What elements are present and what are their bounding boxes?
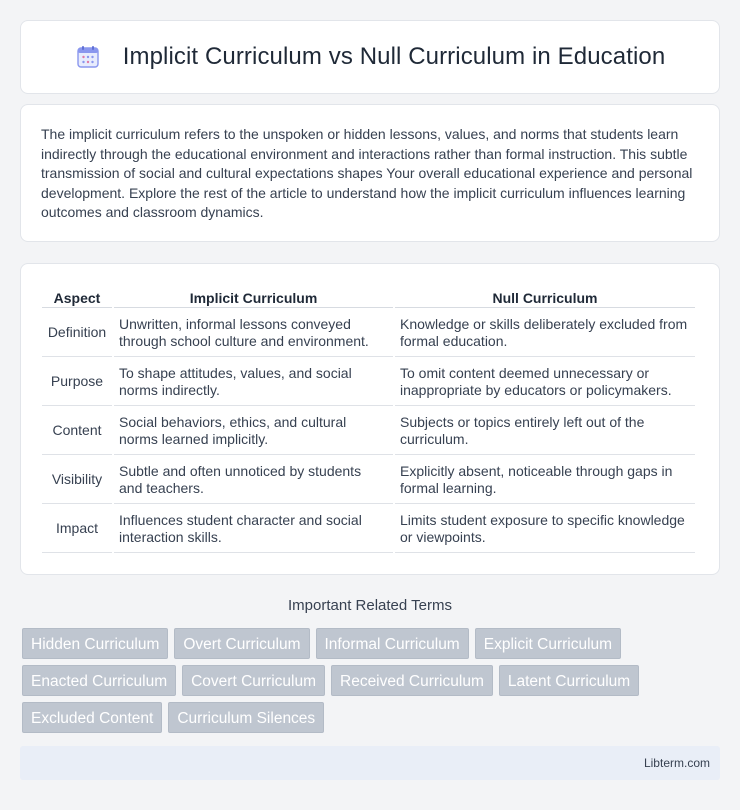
tag-row bbox=[22, 702, 722, 733]
tag-explicit-curriculum[interactable]: Explicit Curriculum bbox=[475, 628, 621, 659]
tag-informal-curriculum[interactable]: Informal Curriculum bbox=[316, 628, 469, 659]
tag-latent-curriculum[interactable]: Latent Curriculum bbox=[499, 665, 639, 696]
related-terms-title: Important Related Terms bbox=[288, 597, 452, 614]
table-row bbox=[42, 408, 695, 455]
row-aspect: Content bbox=[42, 408, 112, 455]
tag-row bbox=[22, 665, 722, 696]
tag-hidden-curriculum[interactable]: Hidden Curriculum bbox=[22, 628, 168, 659]
table-header-row bbox=[42, 286, 695, 308]
row-implicit: Social behaviors, ethics, and cultural norms learned implicitly. bbox=[114, 408, 393, 455]
tag-covert-curriculum[interactable]: Covert Curriculum bbox=[182, 665, 325, 696]
row-null: To omit content deemed unnecessary or inappropriate by educators or policymakers. bbox=[395, 359, 695, 406]
row-implicit: Influences student character and social interaction skills. bbox=[114, 506, 393, 553]
row-aspect: Definition bbox=[42, 310, 112, 357]
table-row bbox=[42, 310, 695, 357]
footer-site-link[interactable]: Libterm.com bbox=[643, 756, 710, 770]
row-null: Explicitly absent, noticeable through gaps in formal learning. bbox=[395, 457, 695, 504]
intro-text: The implicit curriculum refers to the unspoken or hidden lessons, values, and norms that students learn indirectly through the educational environment and interactions rather than formal instruction. This subtle transmission of social and cultural expectations shapes Your overall educational experience and personal development. Explore the rest of the article to understand how the implicit curriculum influences learning outcomes and classroom dynamics. bbox=[41, 126, 693, 221]
row-null: Knowledge or skills deliberately excluded from formal education. bbox=[395, 310, 695, 357]
header-card bbox=[20, 20, 720, 94]
header-null: Null Curriculum bbox=[395, 286, 695, 308]
header-implicit: Implicit Curriculum bbox=[114, 286, 393, 308]
tag-enacted-curriculum[interactable]: Enacted Curriculum bbox=[22, 665, 176, 696]
tag-curriculum-silences[interactable]: Curriculum Silences bbox=[168, 702, 324, 733]
table-row bbox=[42, 359, 695, 406]
row-null: Subjects or topics entirely left out of the curriculum. bbox=[395, 408, 695, 455]
tag-overt-curriculum[interactable]: Overt Curriculum bbox=[174, 628, 309, 659]
calendar-icon bbox=[75, 44, 101, 70]
row-implicit: Unwritten, informal lessons conveyed through school culture and environment. bbox=[114, 310, 393, 357]
row-aspect: Purpose bbox=[42, 359, 112, 406]
footer bbox=[20, 746, 720, 780]
comparison-table bbox=[40, 284, 697, 555]
row-null: Limits student exposure to specific knowledge or viewpoints. bbox=[395, 506, 695, 553]
comparison-table-card bbox=[20, 263, 720, 575]
table-row bbox=[42, 506, 695, 553]
tag-received-curriculum[interactable]: Received Curriculum bbox=[331, 665, 493, 696]
related-terms bbox=[22, 628, 722, 739]
intro-card bbox=[20, 104, 720, 242]
row-implicit: To shape attitudes, values, and social norms indirectly. bbox=[114, 359, 393, 406]
row-aspect: Visibility bbox=[42, 457, 112, 504]
tag-row bbox=[22, 628, 722, 659]
page-title: Implicit Curriculum vs Null Curriculum in Education bbox=[122, 43, 666, 70]
tag-excluded-content[interactable]: Excluded Content bbox=[22, 702, 162, 733]
row-aspect: Impact bbox=[42, 506, 112, 553]
row-implicit: Subtle and often unnoticed by students and teachers. bbox=[114, 457, 393, 504]
header-aspect: Aspect bbox=[42, 286, 112, 308]
table-row bbox=[42, 457, 695, 504]
